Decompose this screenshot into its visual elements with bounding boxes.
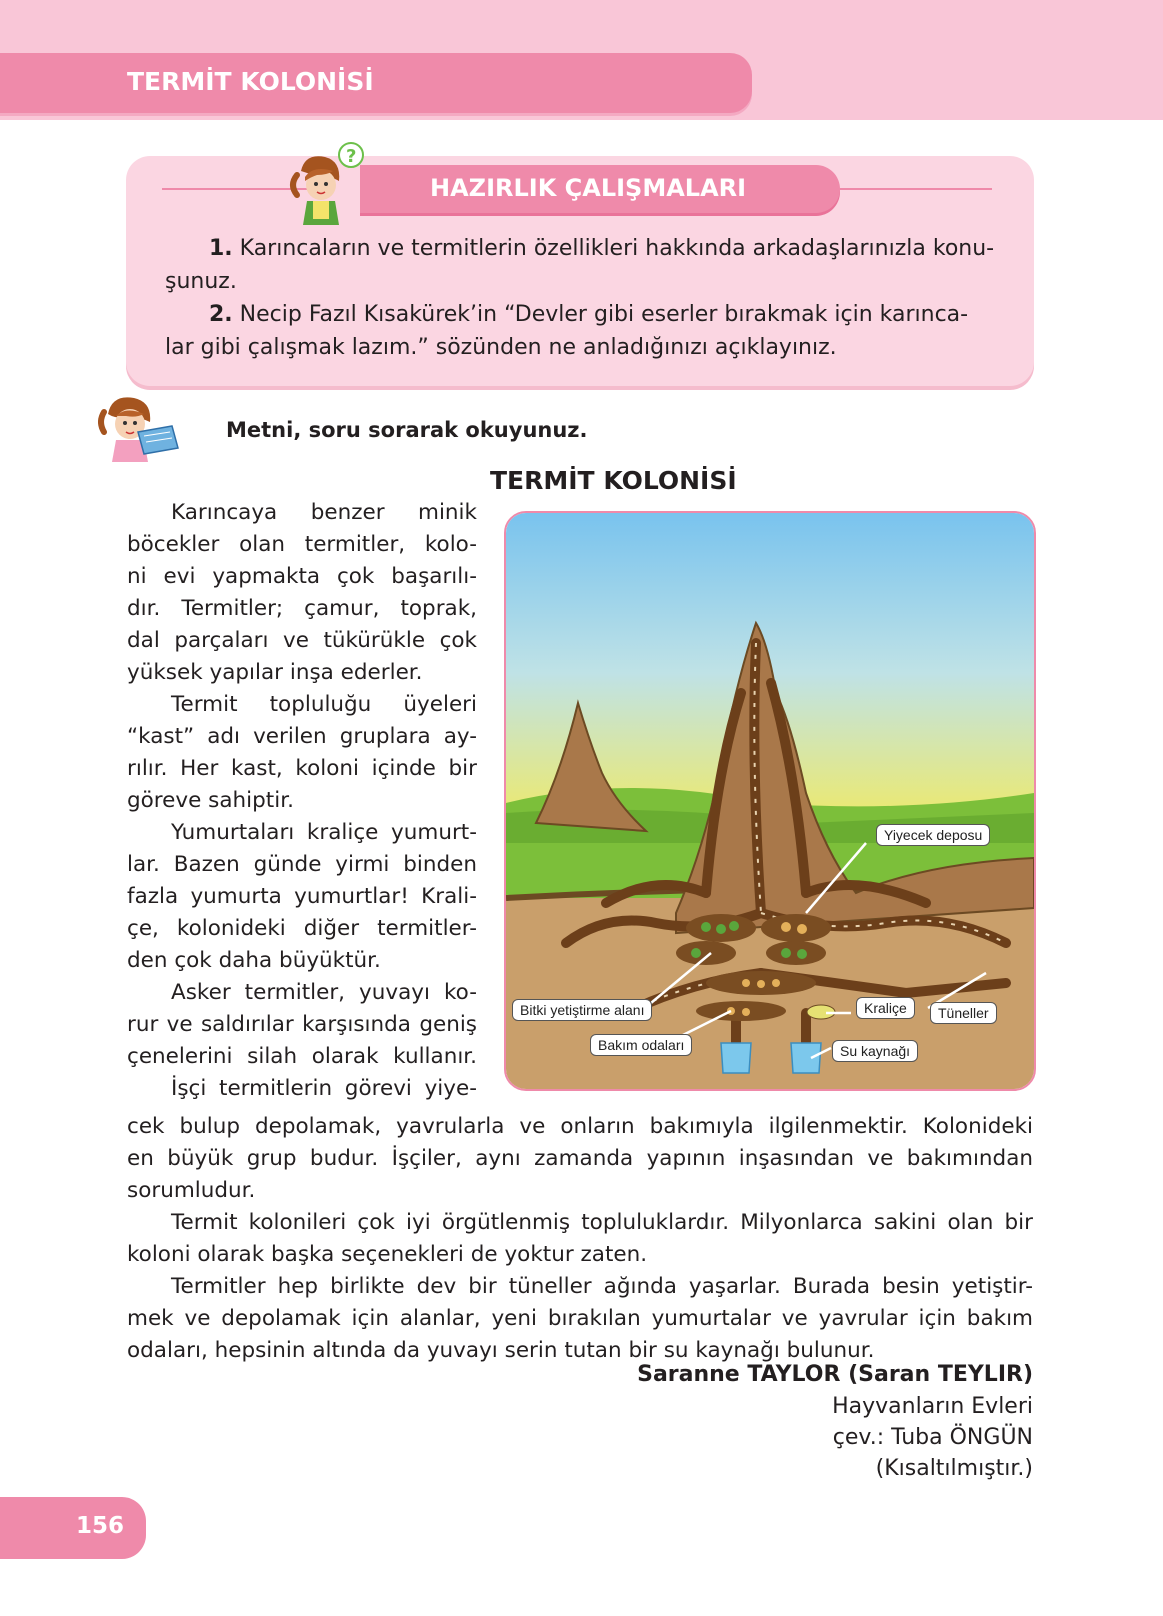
- prep-item-2: [165, 298, 998, 364]
- svg-text:?: ?: [346, 146, 357, 167]
- label-nursery: Bakım odaları: [590, 1034, 692, 1056]
- chapter-title-tab: [0, 53, 752, 113]
- author-name: Saranne TAYLOR (Saran TEYLIR): [637, 1362, 1033, 1387]
- page-number: 156: [76, 1513, 125, 1539]
- col-line: yüksek yapılar inşa ederler.: [127, 660, 423, 685]
- prep-item-1-line-1: Karıncaların ve termitlerin özellikleri hakkında arkadaşlarınızla konu-: [232, 236, 995, 261]
- full-line: sorumludur.: [127, 1178, 256, 1203]
- book-title: Hayvanların Evleri: [832, 1394, 1033, 1419]
- label-queen: Kraliçe: [856, 997, 915, 1019]
- col-line: rılır. Her kast, koloni içinde bir: [127, 756, 477, 781]
- col-line: Asker termitler, yuvayı ko-: [171, 980, 477, 1005]
- col-line: Yumurtaları kraliçe yumurt-: [171, 820, 477, 845]
- prep-item-2-line-2: lar gibi çalışmak lazım.” sözünden ne anladığınızı açıklayınız.: [165, 335, 837, 360]
- full-line: Termitler hep birlikte dev bir tüneller ağında yaşarlar. Burada besin yetiştir-: [171, 1274, 1033, 1299]
- label-tunnels: Tüneller: [930, 1002, 997, 1024]
- label-food-storage: Yiyecek deposu: [876, 824, 990, 846]
- story-full-text: [127, 1111, 1033, 1367]
- prep-item-2-line-1: Necip Fazıl Kısakürek’in “Devler gibi eserler bırakmak için karınca-: [232, 302, 969, 327]
- full-line: odaları, hepsinin altında da yuvayı serin tutan bir su kaynağı bulunur.: [127, 1338, 875, 1363]
- prep-item-2-number: 2.: [209, 302, 233, 327]
- col-line: İşçi termitlerin görevi yiye-: [171, 1076, 477, 1101]
- reading-girl-icon: [98, 392, 188, 464]
- col-line: den çok daha büyüktür.: [127, 948, 381, 973]
- prep-item-1-number: 1.: [209, 236, 233, 261]
- col-line: Karıncaya benzer minik: [171, 500, 477, 525]
- termite-colony-illustration: [504, 511, 1036, 1091]
- full-line: koloni olarak başka seçenekleri de yoktur zaten.: [127, 1242, 648, 1267]
- col-line: çe, kolonideki diğer termitler-: [127, 916, 477, 941]
- story-title: TERMİT KOLONİSİ: [490, 466, 737, 495]
- col-line: böcekler olan termitler, kolo-: [127, 532, 477, 557]
- translator: çev.: Tuba ÖNGÜN: [832, 1425, 1033, 1450]
- abridged-note: (Kısaltılmıştır.): [875, 1456, 1033, 1481]
- col-line: Termit topluluğu üyeleri: [171, 692, 477, 717]
- col-line: dır. Termitler; çamur, toprak,: [127, 596, 477, 621]
- preparation-title: HAZIRLIK ÇALIŞMALARI: [430, 174, 747, 202]
- label-garden: Bitki yetiştirme alanı: [512, 999, 652, 1021]
- chapter-title: TERMİT KOLONİSİ: [127, 67, 374, 96]
- full-line: Termit kolonileri çok iyi örgütlenmiş topluluklardır. Milyonlarca sakini olan bir: [171, 1210, 1033, 1235]
- full-line: en büyük grup budur. İşçiler, aynı zamanda yapının inşasından ve bakımından: [127, 1146, 1033, 1171]
- col-line: fazla yumurta yumurtlar! Krali-: [127, 884, 477, 909]
- col-line: çenelerini silah olarak kullanır.: [127, 1044, 477, 1069]
- col-line: “kast” adı verilen gruplara ay-: [127, 724, 477, 749]
- col-line: göreve sahiptir.: [127, 788, 294, 813]
- col-line: ni evi yapmakta çok başarılı-: [127, 564, 477, 589]
- reading-instruction: Metni, soru sorarak okuyunuz.: [226, 418, 588, 442]
- prep-divider-right: [840, 188, 992, 190]
- col-line: rur ve saldırılar karşısında geniş: [127, 1012, 477, 1037]
- label-water-source: Su kaynağı: [832, 1040, 918, 1062]
- page-number-tab: [0, 1497, 146, 1559]
- prep-item-1-line-2: şunuz.: [165, 269, 237, 294]
- story-column-text: [127, 497, 477, 1105]
- col-line: lar. Bazen günde yirmi binden: [127, 852, 477, 877]
- full-line: mek ve depolamak için alanlar, yeni bırakılan yumurtalar ve yavrular için bakım: [127, 1306, 1033, 1331]
- full-line: cek bulup depolamak, yavrularla ve onların bakımıyla ilgilenmektir. Kolonideki: [127, 1114, 1033, 1139]
- prep-item-1: [165, 232, 998, 298]
- thinking-girl-icon: [283, 141, 378, 227]
- preparation-title-pill: [360, 165, 840, 213]
- col-line: dal parçaları ve tükürükle çok: [127, 628, 477, 653]
